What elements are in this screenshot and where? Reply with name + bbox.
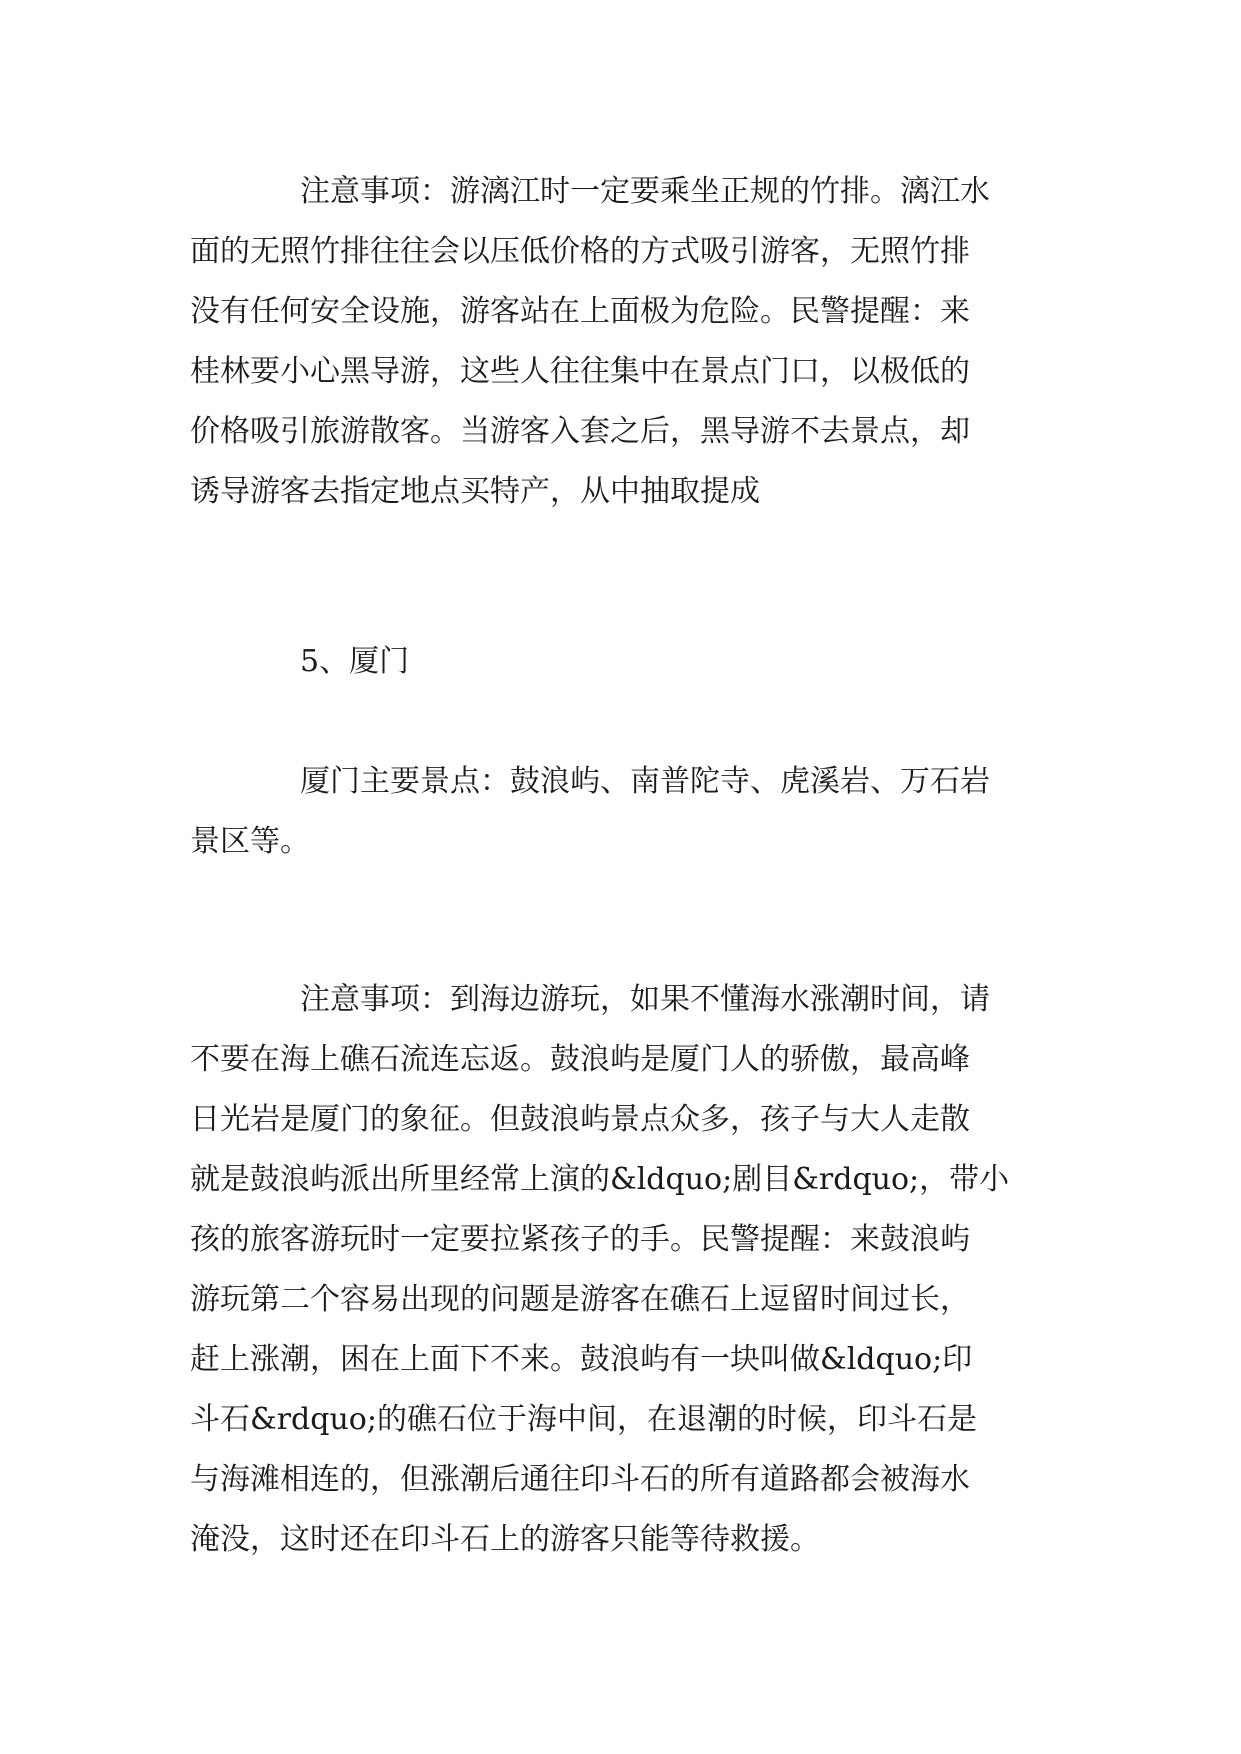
text-line: 没有任何安全设施，游客站在上面极为危险。民警提醒：来: [190, 294, 970, 329]
paragraph-xiamen-notice: [190, 970, 1060, 1570]
text-line: 价格吸引旅游散客。当游客入套之后，黑导游不去景点，却: [190, 414, 970, 449]
text-line: 淹没，这时还在印斗石上的游客只能等待救援。: [190, 1522, 820, 1557]
text-line: 厦门主要景点：鼓浪屿、南普陀寺、虎溪岩、万石岩: [300, 764, 990, 799]
paragraph-guilin-notice: [190, 162, 1060, 522]
paragraph-xiamen-attractions: [190, 752, 1060, 872]
text-line: 诱导游客去指定地点买特产，从中抽取提成: [190, 474, 760, 509]
text-line: 斗石&rdquo;的礁石位于海中间，在退潮的时候，印斗石是: [190, 1402, 977, 1437]
text-line: 景区等。: [190, 824, 310, 859]
text-line: 赶上涨潮，困在上面下不来。鼓浪屿有一块叫做&ldquo;印: [190, 1342, 973, 1377]
text-line: 面的无照竹排往往会以压低价格的方式吸引游客，无照竹排: [190, 234, 970, 269]
text-line: 就是鼓浪屿派出所里经常上演的&ldquo;剧目&rdquo;，带小: [190, 1162, 1010, 1197]
text-line: 不要在海上礁石流连忘返。鼓浪屿是厦门人的骄傲，最高峰: [190, 1042, 970, 1077]
text-line: 注意事项：到海边游玩，如果不懂海水涨潮时间，请: [300, 982, 990, 1017]
text-line: 注意事项：游漓江时一定要乘坐正规的竹排。漓江水: [300, 174, 990, 209]
text-line: 与海滩相连的，但涨潮后通往印斗石的所有道路都会被海水: [190, 1462, 970, 1497]
text-line: 桂林要小心黑导游，这些人往往集中在景点门口，以极低的: [190, 354, 970, 389]
text-line: 孩的旅客游玩时一定要拉紧孩子的手。民警提醒：来鼓浪屿: [190, 1222, 970, 1257]
text-line: 日光岩是厦门的象征。但鼓浪屿景点众多，孩子与大人走散: [190, 1102, 970, 1137]
text-line: 游玩第二个容易出现的问题是游客在礁石上逗留时间过长，: [190, 1282, 970, 1317]
section-heading-xiamen: [190, 632, 1060, 692]
heading-line: 5、厦门: [300, 644, 410, 679]
